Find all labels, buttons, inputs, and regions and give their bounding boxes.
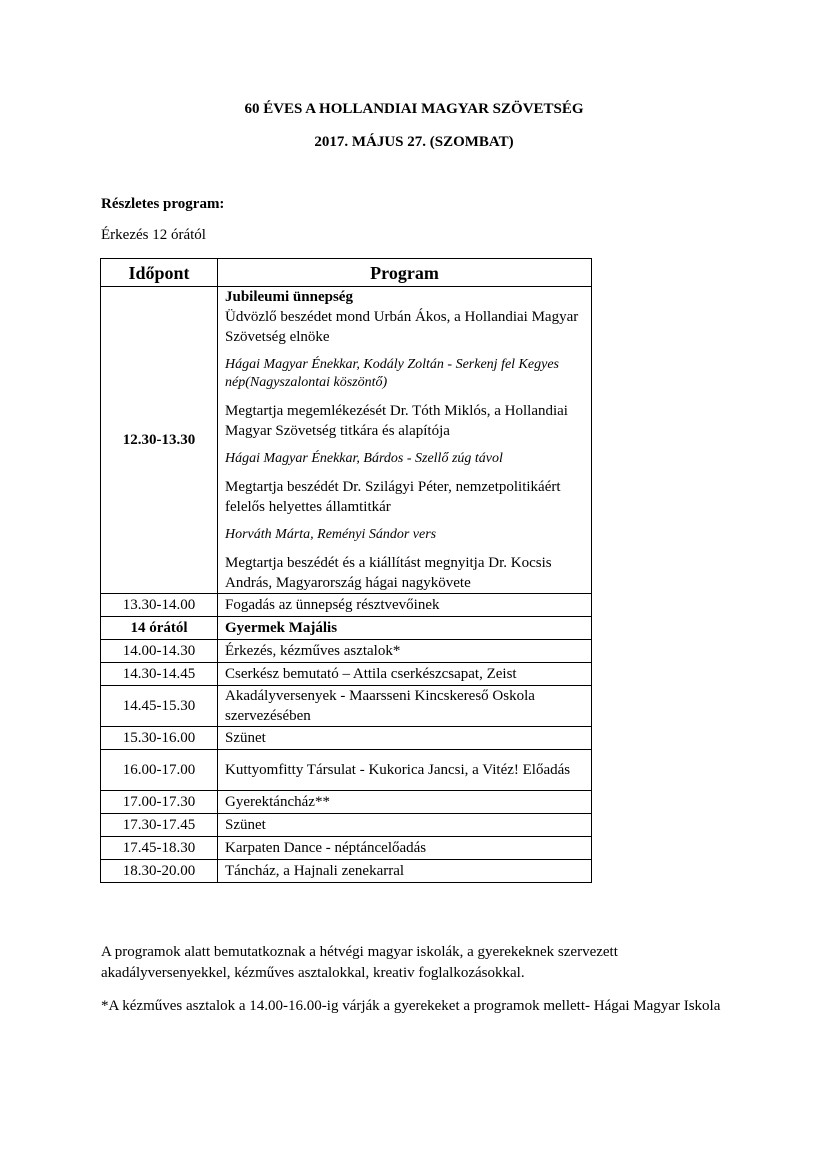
table-row <box>101 287 592 594</box>
time-cell: 17.00-17.30 <box>101 791 218 814</box>
time-cell: 13.30-14.00 <box>101 594 218 617</box>
footnote-programs: A programok alatt bemutatkoznak a hétvégi magyar iskolák, a gyerekeknek szervezett akadályversenyekkel, kézműves asztalokkal, kreativ foglalkozásokkal. <box>101 944 618 981</box>
time-cell: 18.30-20.00 <box>101 860 218 883</box>
document-title: 60 ÉVES A HOLLANDIAI MAGYAR SZÖVETSÉG <box>244 101 584 117</box>
program-cell: Akadályversenyek - Maarsseni Kincskereső Oskola szervezésében <box>218 686 592 727</box>
time-cell: 15.30-16.00 <box>101 727 218 750</box>
table-row <box>101 640 592 663</box>
time-cell: 14.45-15.30 <box>101 686 218 727</box>
program-item: Megtartja beszédét és a kiállítást megnyitja Dr. Kocsis András, Magyarország hágai nagykövete <box>225 555 552 591</box>
program-cell: Gyerektáncház** <box>218 791 592 814</box>
table-row <box>101 791 592 814</box>
table-row <box>101 686 592 727</box>
program-cell: Szünet <box>218 814 592 837</box>
program-cell: Szünet <box>218 727 592 750</box>
program-cell: Kuttyomfitty Társulat - Kukorica Jancsi, a Vitéz! Előadás <box>218 750 592 791</box>
program-cell <box>218 287 592 594</box>
table-row <box>101 814 592 837</box>
program-item: Megtartja megemlékezését Dr. Tóth Miklós, a Hollandiai Magyar Szövetség titkára és alapítója <box>225 403 568 439</box>
event-date: 2017. MÁJUS 27. (SZOMBAT) <box>314 134 514 150</box>
table-row <box>101 663 592 686</box>
arrival-time: Érkezés 12 órától <box>101 227 206 243</box>
table-row <box>101 617 592 640</box>
program-item: Megtartja beszédét Dr. Szilágyi Péter, nemzetpolitikáért felelős helyettes államtitkár <box>225 479 561 515</box>
table-row <box>101 594 592 617</box>
table-row <box>101 750 592 791</box>
table-row <box>101 727 592 750</box>
program-cell: Karpaten Dance - néptáncelőadás <box>218 837 592 860</box>
table-header-row <box>101 259 592 287</box>
program-item: Üdvözlő beszédet mond Urbán Ákos, a Hollandiai Magyar Szövetség elnöke <box>225 309 579 345</box>
table-row <box>101 837 592 860</box>
time-cell: 14.30-14.45 <box>101 663 218 686</box>
program-cell: Gyermek Majális <box>218 617 592 640</box>
program-cell: Fogadás az ünnepség résztvevőinek <box>218 594 592 617</box>
time-cell: 12.30-13.30 <box>101 287 218 594</box>
footnote-crafts: *A kézműves asztalok a 14.00-16.00-ig várják a gyerekeket a programok mellett- Hágai Magyar Iskola <box>101 998 721 1014</box>
program-item: Hágai Magyar Énekkar, Kodály Zoltán - Serkenj fel Kegyes nép(Nagyszalontai köszöntő) <box>225 357 559 390</box>
ceremony-title: Jubileumi ünnepség <box>225 289 353 305</box>
program-table <box>100 258 592 883</box>
program-cell: Cserkész bemutató – Attila cserkészcsapat, Zeist <box>218 663 592 686</box>
column-header-program: Program <box>218 259 592 287</box>
program-item: Horváth Márta, Reményi Sándor vers <box>225 527 437 542</box>
time-cell: 14 órától <box>101 617 218 640</box>
time-cell: 17.45-18.30 <box>101 837 218 860</box>
program-cell: Táncház, a Hajnali zenekarral <box>218 860 592 883</box>
program-cell: Érkezés, kézműves asztalok* <box>218 640 592 663</box>
table-row <box>101 860 592 883</box>
time-cell: 16.00-17.00 <box>101 750 218 791</box>
time-cell: 17.30-17.45 <box>101 814 218 837</box>
time-cell: 14.00-14.30 <box>101 640 218 663</box>
program-item: Hágai Magyar Énekkar, Bárdos - Szellő zúg távol <box>225 451 503 466</box>
program-heading: Részletes program: <box>101 196 225 212</box>
column-header-time: Időpont <box>101 259 218 287</box>
